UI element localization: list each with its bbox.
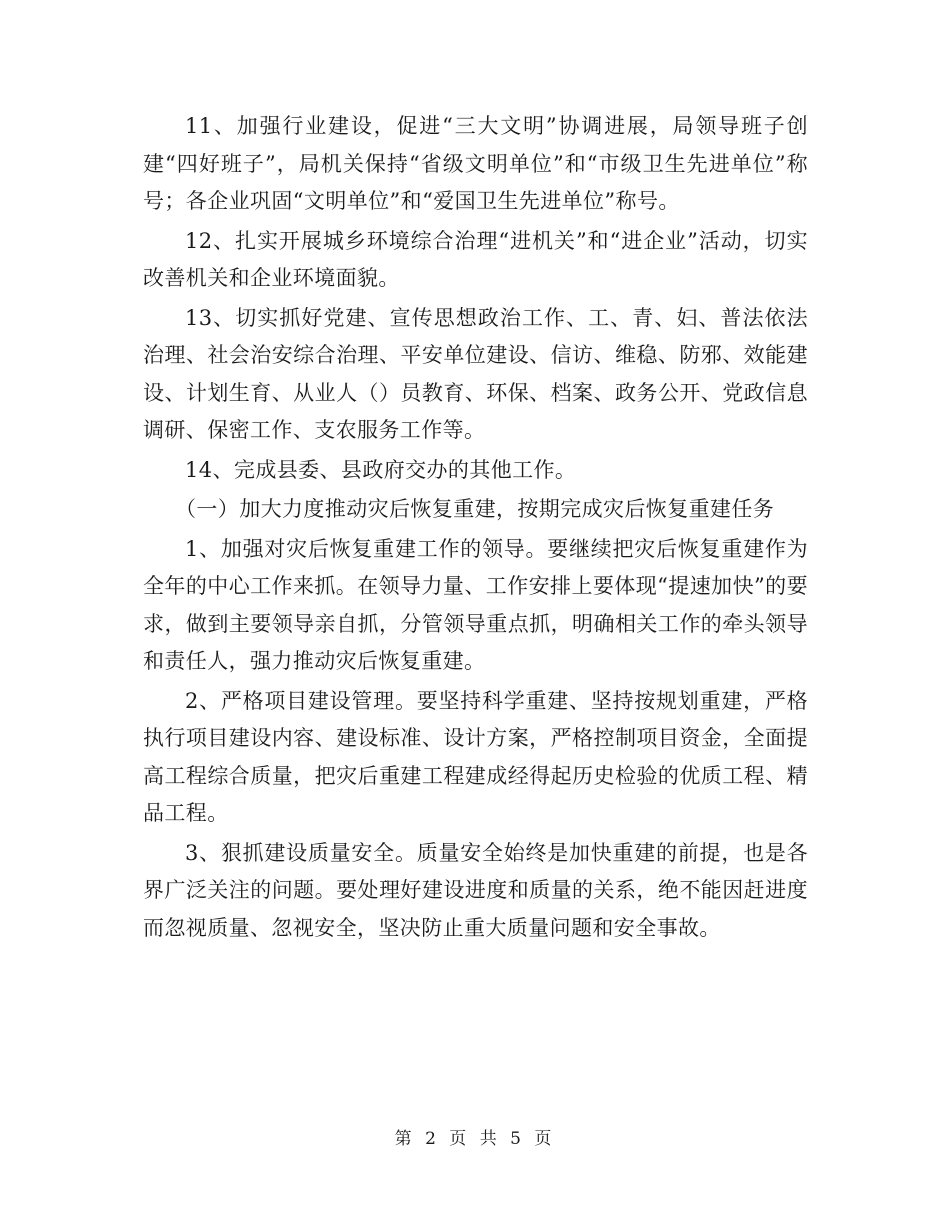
- paragraph-item-11: 11、加强行业建设，促进“三大文明”协调进展，局领导班子创建“四好班子”，局机关保持“省级文明单位”和“市级卫生先进单位”称号；各企业巩固“文明单位”和“爱国卫生先进单位”称号。: [143, 114, 808, 213]
- paragraph-item-13: 13、切实抓好党建、宣传思想政治工作、工、青、妇、普法依法治理、社会治安综合治理、平安单位建设、信访、维稳、防邪、效能建设、计划生育、从业人（）员教育、环保、档案、政务公开、党政信息调研、保密工作、支农服务工作等。: [143, 305, 808, 442]
- document-body: [143, 108, 808, 949]
- section-heading: （一）加大力度推动灾后恢复重建，按期完成灾后恢复重建任务: [175, 497, 775, 521]
- page-number-footer: 第 2 页 共 5 页: [394, 1129, 556, 1149]
- paragraph-point-2: 2、严格项目建设管理。要坚持科学重建、坚持按规划重建，严格执行项目建设内容、建设标准、设计方案，严格控制项目资金，全面提高工程综合质量，把灾后重建工程建成经得起历史检验的优质工程、精品工程。: [143, 688, 808, 825]
- paragraph-point-1: 1、加强对灾后恢复重建工作的领导。要继续把灾后恢复重建作为全年的中心工作来抓。在领导力量、工作安排上要体现“提速加快”的要求，做到主要领导亲自抓，分管领导重点抓，明确相关工作的牵头领导和责任人，强力推动灾后恢复重建。: [143, 536, 808, 673]
- paragraph-point-3: 3、狠抓建设质量安全。质量安全始终是加快重建的前提，也是各界广泛关注的问题。要处理好建设进度和质量的关系，绝不能因赶进度而忽视质量、忽视安全，坚决防止重大质量问题和安全事故。: [143, 840, 808, 940]
- paragraph-item-12: 12、扎实开展城乡环境综合治理“进机关”和“进企业”活动，切实改善机关和企业环境面貌。: [143, 228, 808, 290]
- paragraph-item-14: 14、完成县委、县政府交办的其他工作。: [185, 457, 577, 482]
